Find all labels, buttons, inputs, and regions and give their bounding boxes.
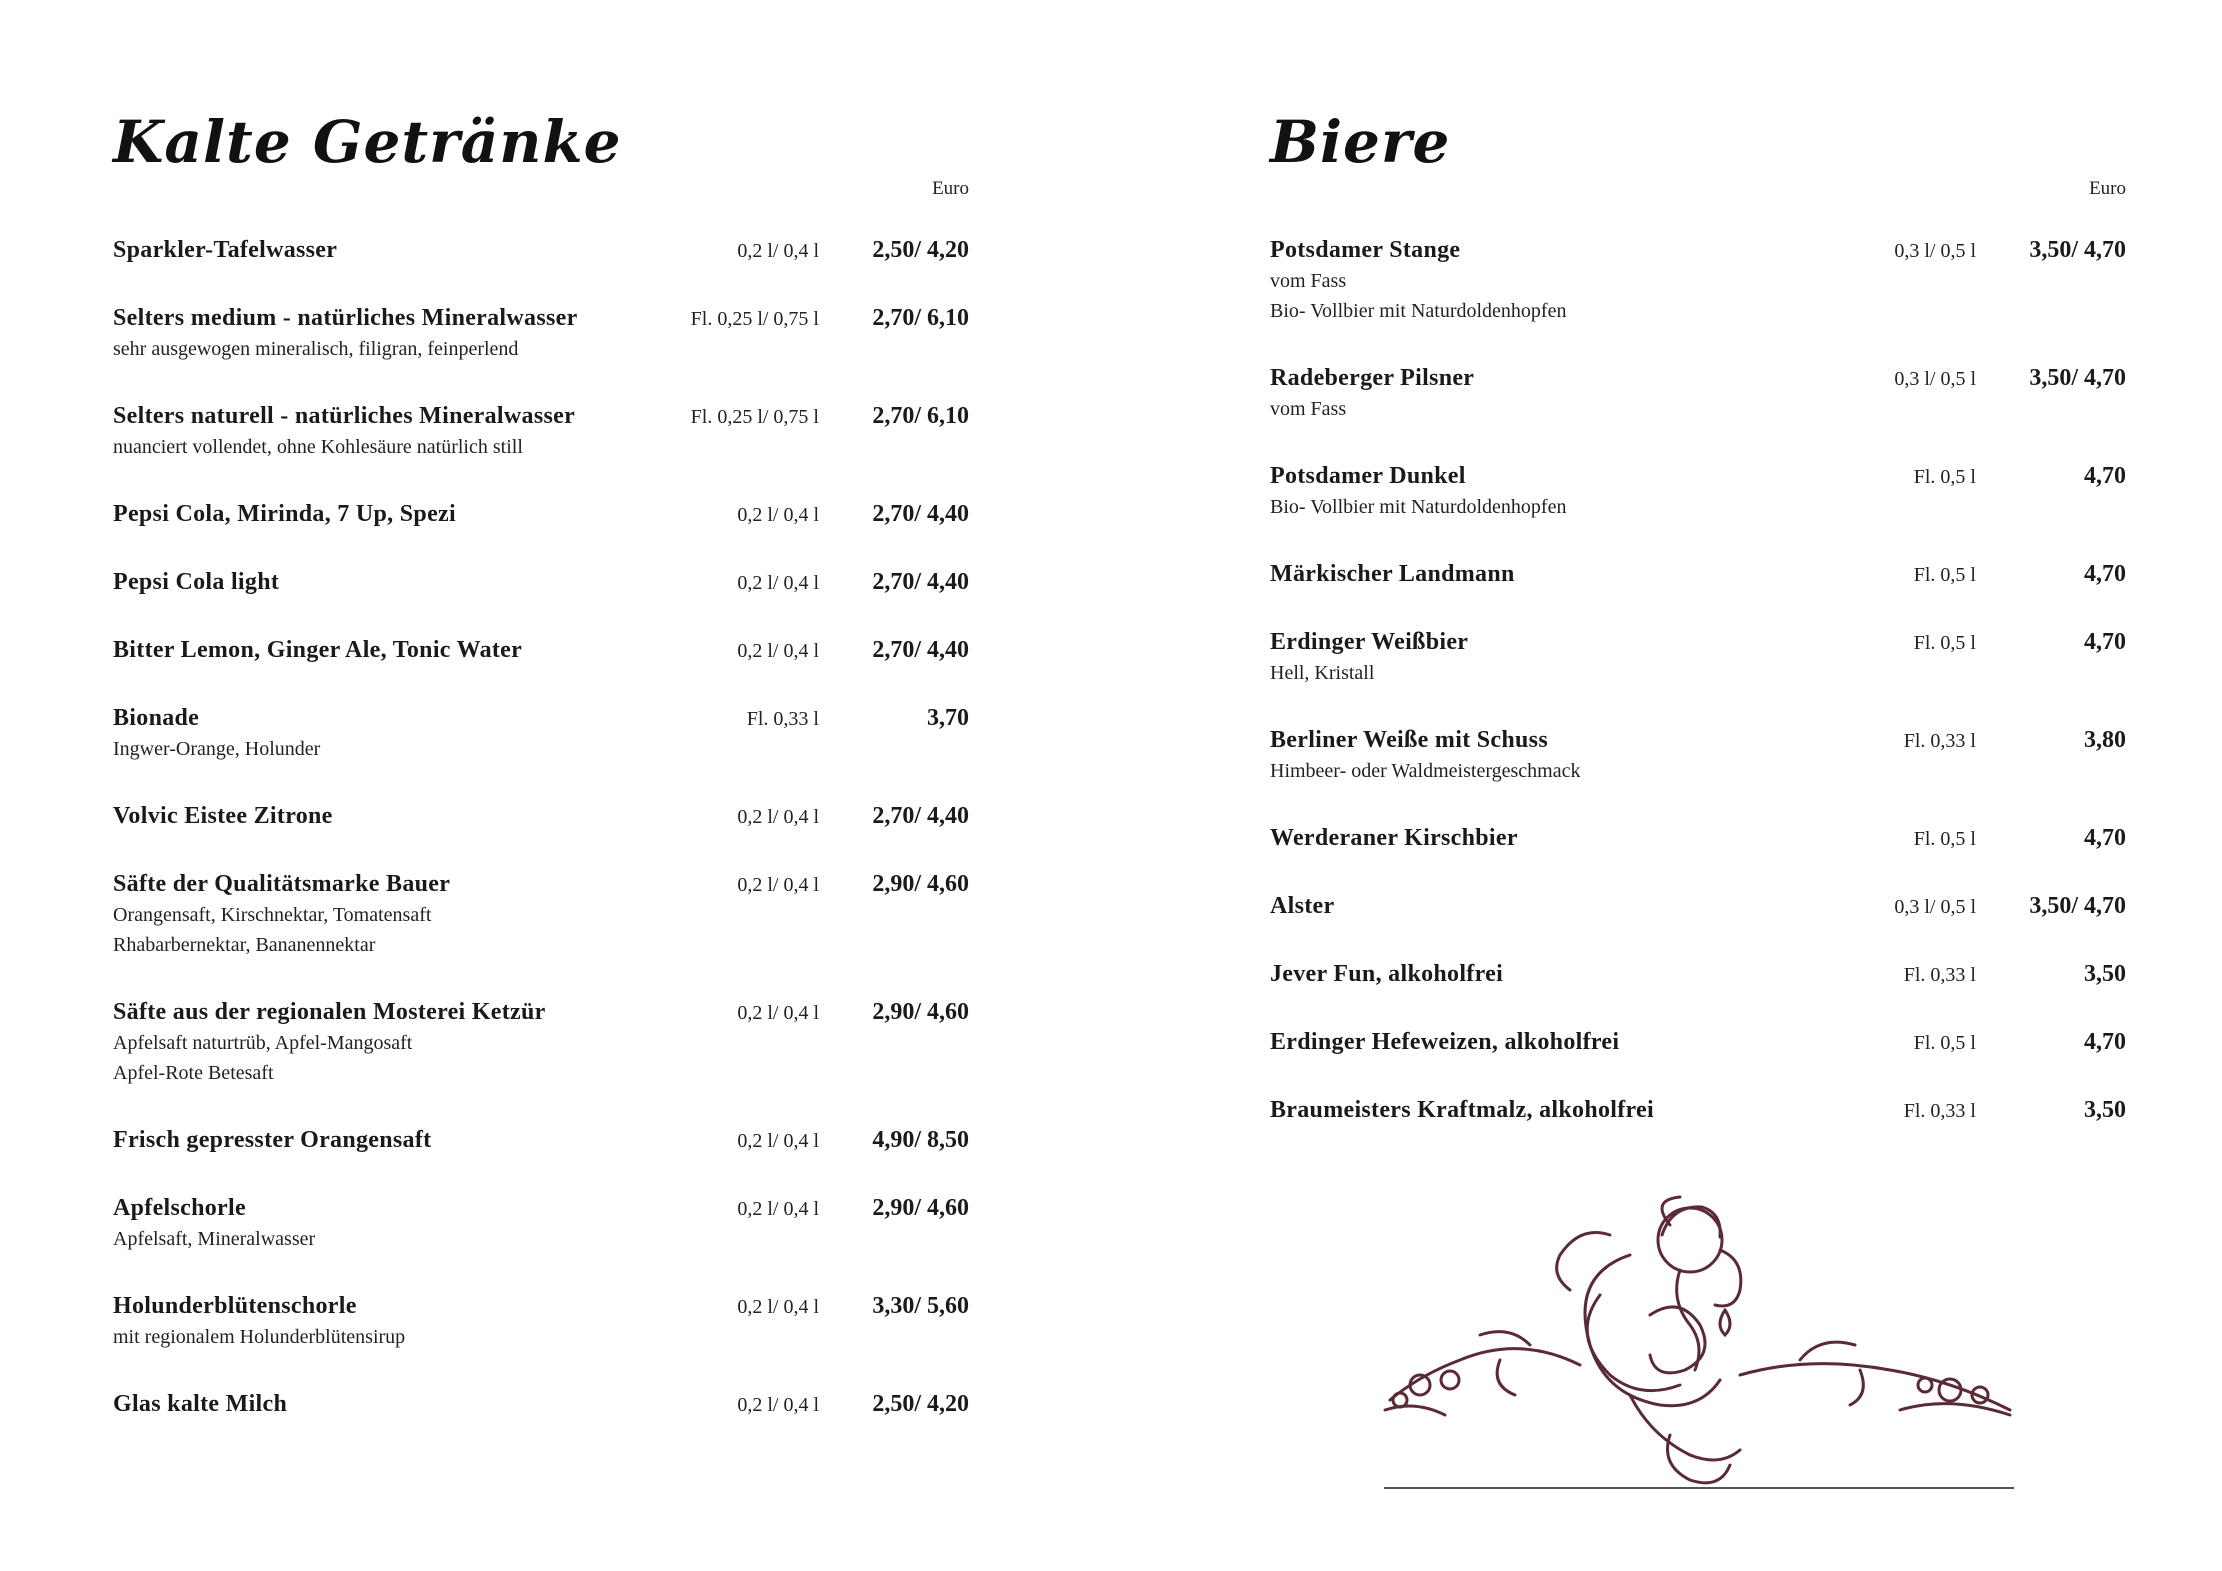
cold-drinks-list [113, 234, 969, 1456]
menu-item [1270, 460, 2126, 522]
menu-item-price: 3,50 [2084, 1097, 2126, 1123]
menu-item-size: 0,2 l/ 0,4 l [737, 572, 819, 594]
menu-item [113, 1124, 969, 1156]
menu-item-size: Fl. 0,5 l [1913, 828, 1976, 850]
menu-item [1270, 822, 2126, 854]
menu-item-size: 0,2 l/ 0,4 l [737, 806, 819, 828]
menu-item-name: Bionade [113, 705, 200, 731]
menu-item-description: Hell, Kristall [1270, 662, 1375, 684]
menu-item-size: 0,2 l/ 0,4 l [737, 874, 819, 896]
menu-item-name: Radeberger Pilsner [1270, 365, 1475, 391]
menu-item [1270, 234, 2126, 326]
menu-item-price: 3,50/ 4,70 [2029, 237, 2126, 263]
beers-list [1270, 234, 2126, 1162]
menu-item-description: Apfel-Rote Betesaft [113, 1062, 274, 1084]
menu-item-size: 0,2 l/ 0,4 l [737, 504, 819, 526]
menu-item-price: 3,30/ 5,60 [872, 1293, 969, 1319]
menu-item-size: 0,2 l/ 0,4 l [737, 1394, 819, 1416]
menu-item-size: Fl. 0,33 l [746, 708, 819, 730]
menu-item [113, 1192, 969, 1254]
menu-item-size: Fl. 0,25 l/ 0,75 l [690, 406, 819, 428]
menu-item-price: 2,70/ 4,40 [872, 803, 969, 829]
menu-item-size: Fl. 0,33 l [1903, 964, 1976, 986]
menu-item-description: Rhabarbernektar, Bananennektar [113, 934, 376, 956]
menu-item-description: Apfelsaft, Mineralwasser [113, 1228, 316, 1250]
menu-item [113, 498, 969, 530]
menu-item-size: 0,2 l/ 0,4 l [737, 640, 819, 662]
menu-item-name: Apfelschorle [113, 1195, 246, 1221]
menu-item-price: 3,50/ 4,70 [2029, 893, 2126, 919]
menu-item-description: Orangensaft, Kirschnektar, Tomatensaft [113, 904, 432, 926]
menu-item-name: Braumeisters Kraftmalz, alkoholfrei [1270, 1097, 1654, 1123]
beers-currency-label: Euro [2089, 178, 2126, 199]
menu-item-price: 2,90/ 4,60 [872, 999, 969, 1025]
menu-item-name: Erdinger Hefeweizen, alkoholfrei [1270, 1029, 1620, 1055]
menu-item-size: 0,2 l/ 0,4 l [737, 240, 819, 262]
menu-item [113, 1290, 969, 1352]
menu-item-price: 2,70/ 6,10 [872, 305, 969, 331]
menu-item-name: Bitter Lemon, Ginger Ale, Tonic Water [113, 637, 523, 663]
menu-item-price: 4,70 [2084, 825, 2126, 851]
menu-item [113, 868, 969, 960]
menu-item [113, 234, 969, 266]
menu-item-name: Potsdamer Dunkel [1270, 463, 1466, 489]
menu-item-name: Erdinger Weißbier [1270, 629, 1469, 655]
menu-item-price: 2,70/ 4,40 [872, 637, 969, 663]
menu-item-price: 2,70/ 4,40 [872, 569, 969, 595]
menu-item-price: 3,50/ 4,70 [2029, 365, 2126, 391]
menu-item-description: sehr ausgewogen mineralisch, filigran, feinperlend [113, 338, 519, 360]
menu-item [1270, 890, 2126, 922]
menu-item-name: Glas kalte Milch [113, 1391, 288, 1417]
menu-item-description: vom Fass [1270, 270, 1347, 292]
menu-item [113, 996, 969, 1088]
menu-item [1270, 558, 2126, 590]
menu-item-price: 2,90/ 4,60 [872, 1195, 969, 1221]
menu-item-description: Bio- Vollbier mit Naturdoldenhopfen [1270, 300, 1567, 322]
menu-item-size: Fl. 0,5 l [1913, 564, 1976, 586]
menu-item-size: 0,3 l/ 0,5 l [1894, 896, 1976, 918]
menu-item [113, 800, 969, 832]
menu-item-name: Volvic Eistee Zitrone [113, 803, 333, 829]
menu-item-name: Märkischer Landmann [1270, 561, 1515, 587]
menu-item [1270, 1026, 2126, 1058]
menu-item-price: 3,80 [2084, 727, 2126, 753]
menu-item-size: 0,2 l/ 0,4 l [737, 1002, 819, 1024]
menu-item-size: 0,2 l/ 0,4 l [737, 1130, 819, 1152]
menu-item-size: Fl. 0,33 l [1903, 1100, 1976, 1122]
menu-item-size: Fl. 0,25 l/ 0,75 l [690, 308, 819, 330]
menu-item-name: Werderaner Kirschbier [1270, 825, 1518, 851]
ornament-divider [1384, 1487, 2014, 1489]
menu-item-description: Himbeer- oder Waldmeistergeschmack [1270, 760, 1581, 782]
menu-item [113, 566, 969, 598]
menu-item-size: 0,2 l/ 0,4 l [737, 1198, 819, 1220]
menu-item [113, 634, 969, 666]
menu-item-name: Sparkler-Tafelwasser [113, 237, 338, 263]
menu-item-description: Apfelsaft naturtrüb, Apfel-Mangosaft [113, 1032, 413, 1054]
menu-item [113, 702, 969, 764]
menu-item-description: Bio- Vollbier mit Naturdoldenhopfen [1270, 496, 1567, 518]
menu-item-size: Fl. 0,5 l [1913, 1032, 1976, 1054]
menu-item-size: Fl. 0,5 l [1913, 466, 1976, 488]
menu-item-description: mit regionalem Holunderblütensirup [113, 1326, 406, 1348]
menu-item-name: Jever Fun, alkoholfrei [1270, 961, 1504, 987]
menu-item-size: 0,3 l/ 0,5 l [1894, 240, 1976, 262]
menu-item-description: nuanciert vollendet, ohne Kohlesäure natürlich still [113, 436, 523, 458]
menu-item-size: 0,2 l/ 0,4 l [737, 1296, 819, 1318]
menu-item [1270, 958, 2126, 990]
menu-item-price: 3,50 [2084, 961, 2126, 987]
menu-item-price: 4,70 [2084, 629, 2126, 655]
menu-item [113, 1388, 969, 1420]
menu-item [113, 400, 969, 462]
menu-item-name: Pepsi Cola light [113, 569, 280, 595]
cherub-ornament-icon [1380, 1195, 2020, 1495]
menu-item-name: Alster [1270, 893, 1335, 919]
cold-drinks-currency-label: Euro [932, 178, 969, 199]
menu-item-name: Frisch gepresster Orangensaft [113, 1127, 432, 1153]
menu-item [1270, 1094, 2126, 1126]
menu-item-price: 2,70/ 4,40 [872, 501, 969, 527]
menu-item-price: 2,50/ 4,20 [872, 1391, 969, 1417]
menu-item-price: 2,70/ 6,10 [872, 403, 969, 429]
menu-item-name: Holunderblütenschorle [113, 1293, 357, 1319]
menu-item-price: 4,90/ 8,50 [872, 1127, 969, 1153]
menu-item-description: Ingwer-Orange, Holunder [113, 738, 321, 760]
menu-item-size: Fl. 0,33 l [1903, 730, 1976, 752]
menu-item [113, 302, 969, 364]
menu-item-size: Fl. 0,5 l [1913, 632, 1976, 654]
menu-item [1270, 362, 2126, 424]
menu-item [1270, 626, 2126, 688]
menu-item-name: Säfte der Qualitätsmarke Bauer [113, 871, 451, 897]
menu-item [1270, 724, 2126, 786]
menu-item-name: Selters medium - natürliches Mineralwasser [113, 305, 578, 331]
menu-item-size: 0,3 l/ 0,5 l [1894, 368, 1976, 390]
menu-item-name: Potsdamer Stange [1270, 237, 1461, 263]
menu-item-price: 2,90/ 4,60 [872, 871, 969, 897]
menu-item-description: vom Fass [1270, 398, 1347, 420]
menu-item-price: 2,50/ 4,20 [872, 237, 969, 263]
menu-item-price: 4,70 [2084, 463, 2126, 489]
cold-drinks-title: Kalte Getränke [113, 108, 622, 176]
menu-item-name: Selters naturell - natürliches Mineralwasser [113, 403, 576, 429]
menu-item-price: 4,70 [2084, 1029, 2126, 1055]
menu-item-name: Säfte aus der regionalen Mosterei Ketzür [113, 999, 546, 1025]
menu-item-name: Berliner Weiße mit Schuss [1270, 727, 1548, 753]
menu-item-price: 3,70 [927, 705, 969, 731]
menu-item-name: Pepsi Cola, Mirinda, 7 Up, Spezi [113, 501, 456, 527]
beers-title: Biere [1270, 108, 1451, 176]
menu-item-price: 4,70 [2084, 561, 2126, 587]
